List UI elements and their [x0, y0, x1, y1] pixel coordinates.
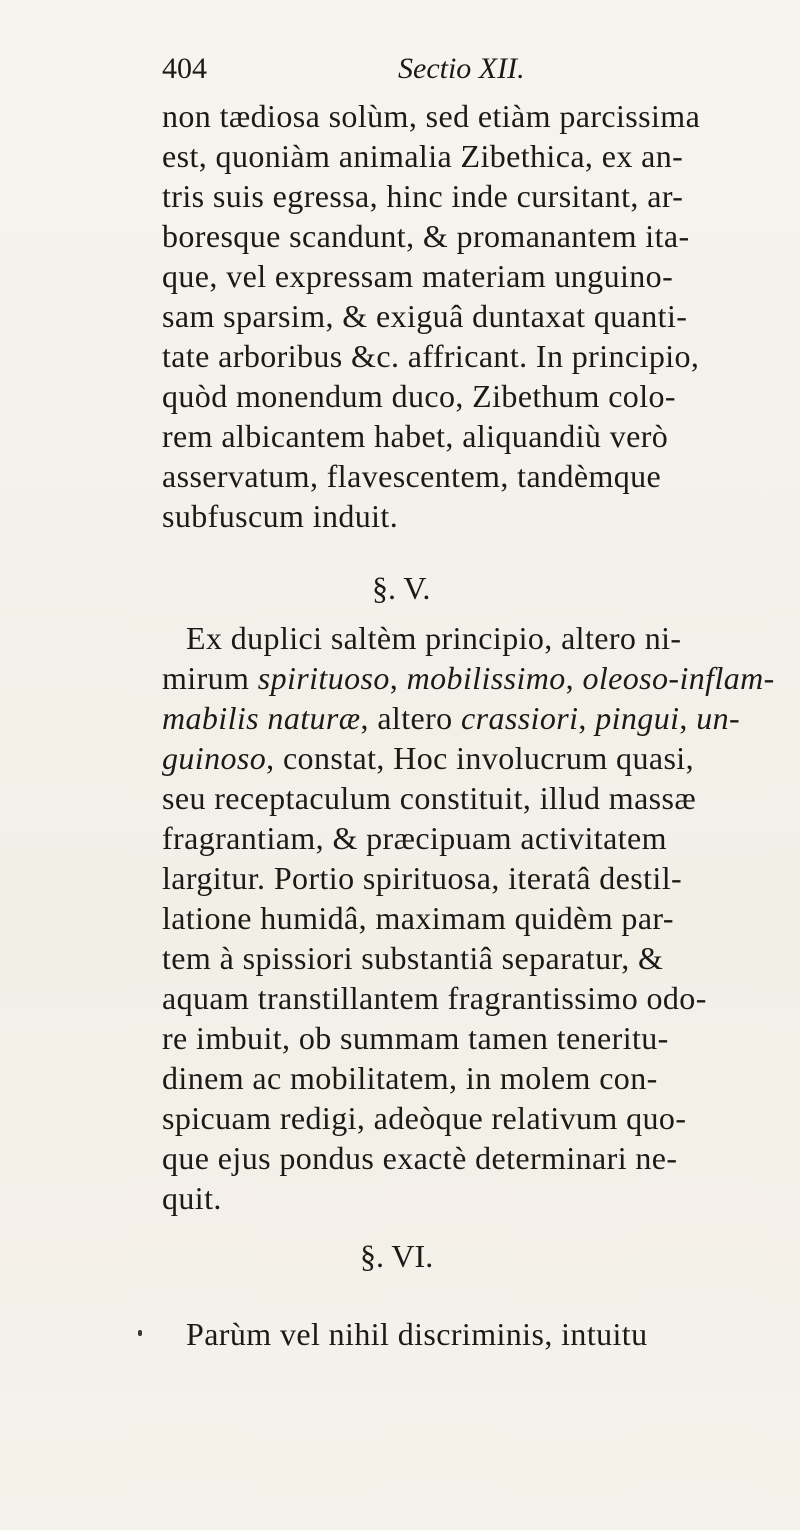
section-heading-v: §. V.: [372, 570, 431, 606]
text-line: que, vel expressam materiam unguino-: [162, 258, 674, 294]
text-run: , altero: [360, 700, 461, 736]
text-line: Ex duplici saltèm principio, altero ni-: [186, 620, 682, 656]
text-line: sam sparsim, & exiguâ duntaxat quanti-: [162, 298, 688, 334]
text-line: fragrantiam, & præcipuam activitatem: [162, 820, 667, 856]
italic-term: pingui: [595, 700, 680, 736]
italic-term: mobilissimo: [406, 660, 566, 696]
text-line: tris suis egressa, hinc inde cursitant, ar-: [162, 178, 684, 214]
text-line: est, quoniàm animalia Zibethica, ex an-: [162, 138, 684, 174]
text-line: subfuscum induit.: [162, 498, 399, 534]
text-line: re imbuit, ob summam tamen teneritu-: [162, 1020, 669, 1056]
text-line: spicuam redigi, adeòque relativum quo-: [162, 1100, 687, 1136]
text-line: asservatum, flavescentem, tandèmque: [162, 458, 662, 494]
section-heading-vi: §. VI.: [360, 1238, 434, 1274]
text-line: seu receptaculum constituit, illud massæ: [162, 780, 697, 816]
italic-term: mabilis naturæ: [162, 700, 361, 736]
text-run: mirum: [162, 660, 258, 696]
text-run: ,: [578, 700, 596, 736]
text-line: non tædiosa solùm, sed etiàm parcissima: [162, 98, 701, 134]
text-line: tem à spissiori substantiâ separatur, &: [162, 940, 664, 976]
text-run: , constat, Hoc involucrum quasi,: [266, 740, 694, 776]
text-line: que ejus pondus exactè determinari ne-: [162, 1140, 678, 1176]
text-run: ,: [679, 700, 697, 736]
text-line: boresque scandunt, & promanantem ita-: [162, 218, 690, 254]
text-line: tate arboribus &c. affricant. In principio,: [162, 338, 700, 374]
text-line: aquam transtillantem fragrantissimo odo-: [162, 980, 707, 1016]
text-line: Parùm vel nihil discriminis, intuitu: [186, 1316, 648, 1352]
text-line: rem albicantem habet, aliquandiù verò: [162, 418, 669, 454]
text-line: dinem ac mobilitatem, in molem con-: [162, 1060, 658, 1096]
text-run: ,: [565, 660, 583, 696]
text-line: quit.: [162, 1180, 222, 1216]
text-line: [162, 702, 740, 734]
text-line: quòd monendum duco, Zibethum colo-: [162, 378, 676, 414]
text-line: latione humidâ, maximam quidèm par-: [162, 900, 674, 936]
italic-term: un-: [696, 700, 741, 736]
italic-term: crassiori: [460, 700, 579, 736]
italic-term: oleoso-inflam-: [582, 660, 775, 696]
ink-speck: [138, 1330, 142, 1336]
text-line: [162, 742, 694, 774]
page-number: 404: [162, 52, 207, 85]
text-line: [162, 662, 775, 694]
italic-term: guinoso: [162, 740, 267, 776]
text-run: ,: [389, 660, 407, 696]
text-line: largitur. Portio spirituosa, iteratâ destil-: [162, 860, 683, 896]
italic-term: spirituoso: [257, 660, 390, 696]
section-title: Sectio XII.: [398, 52, 525, 85]
running-head: [162, 52, 762, 96]
